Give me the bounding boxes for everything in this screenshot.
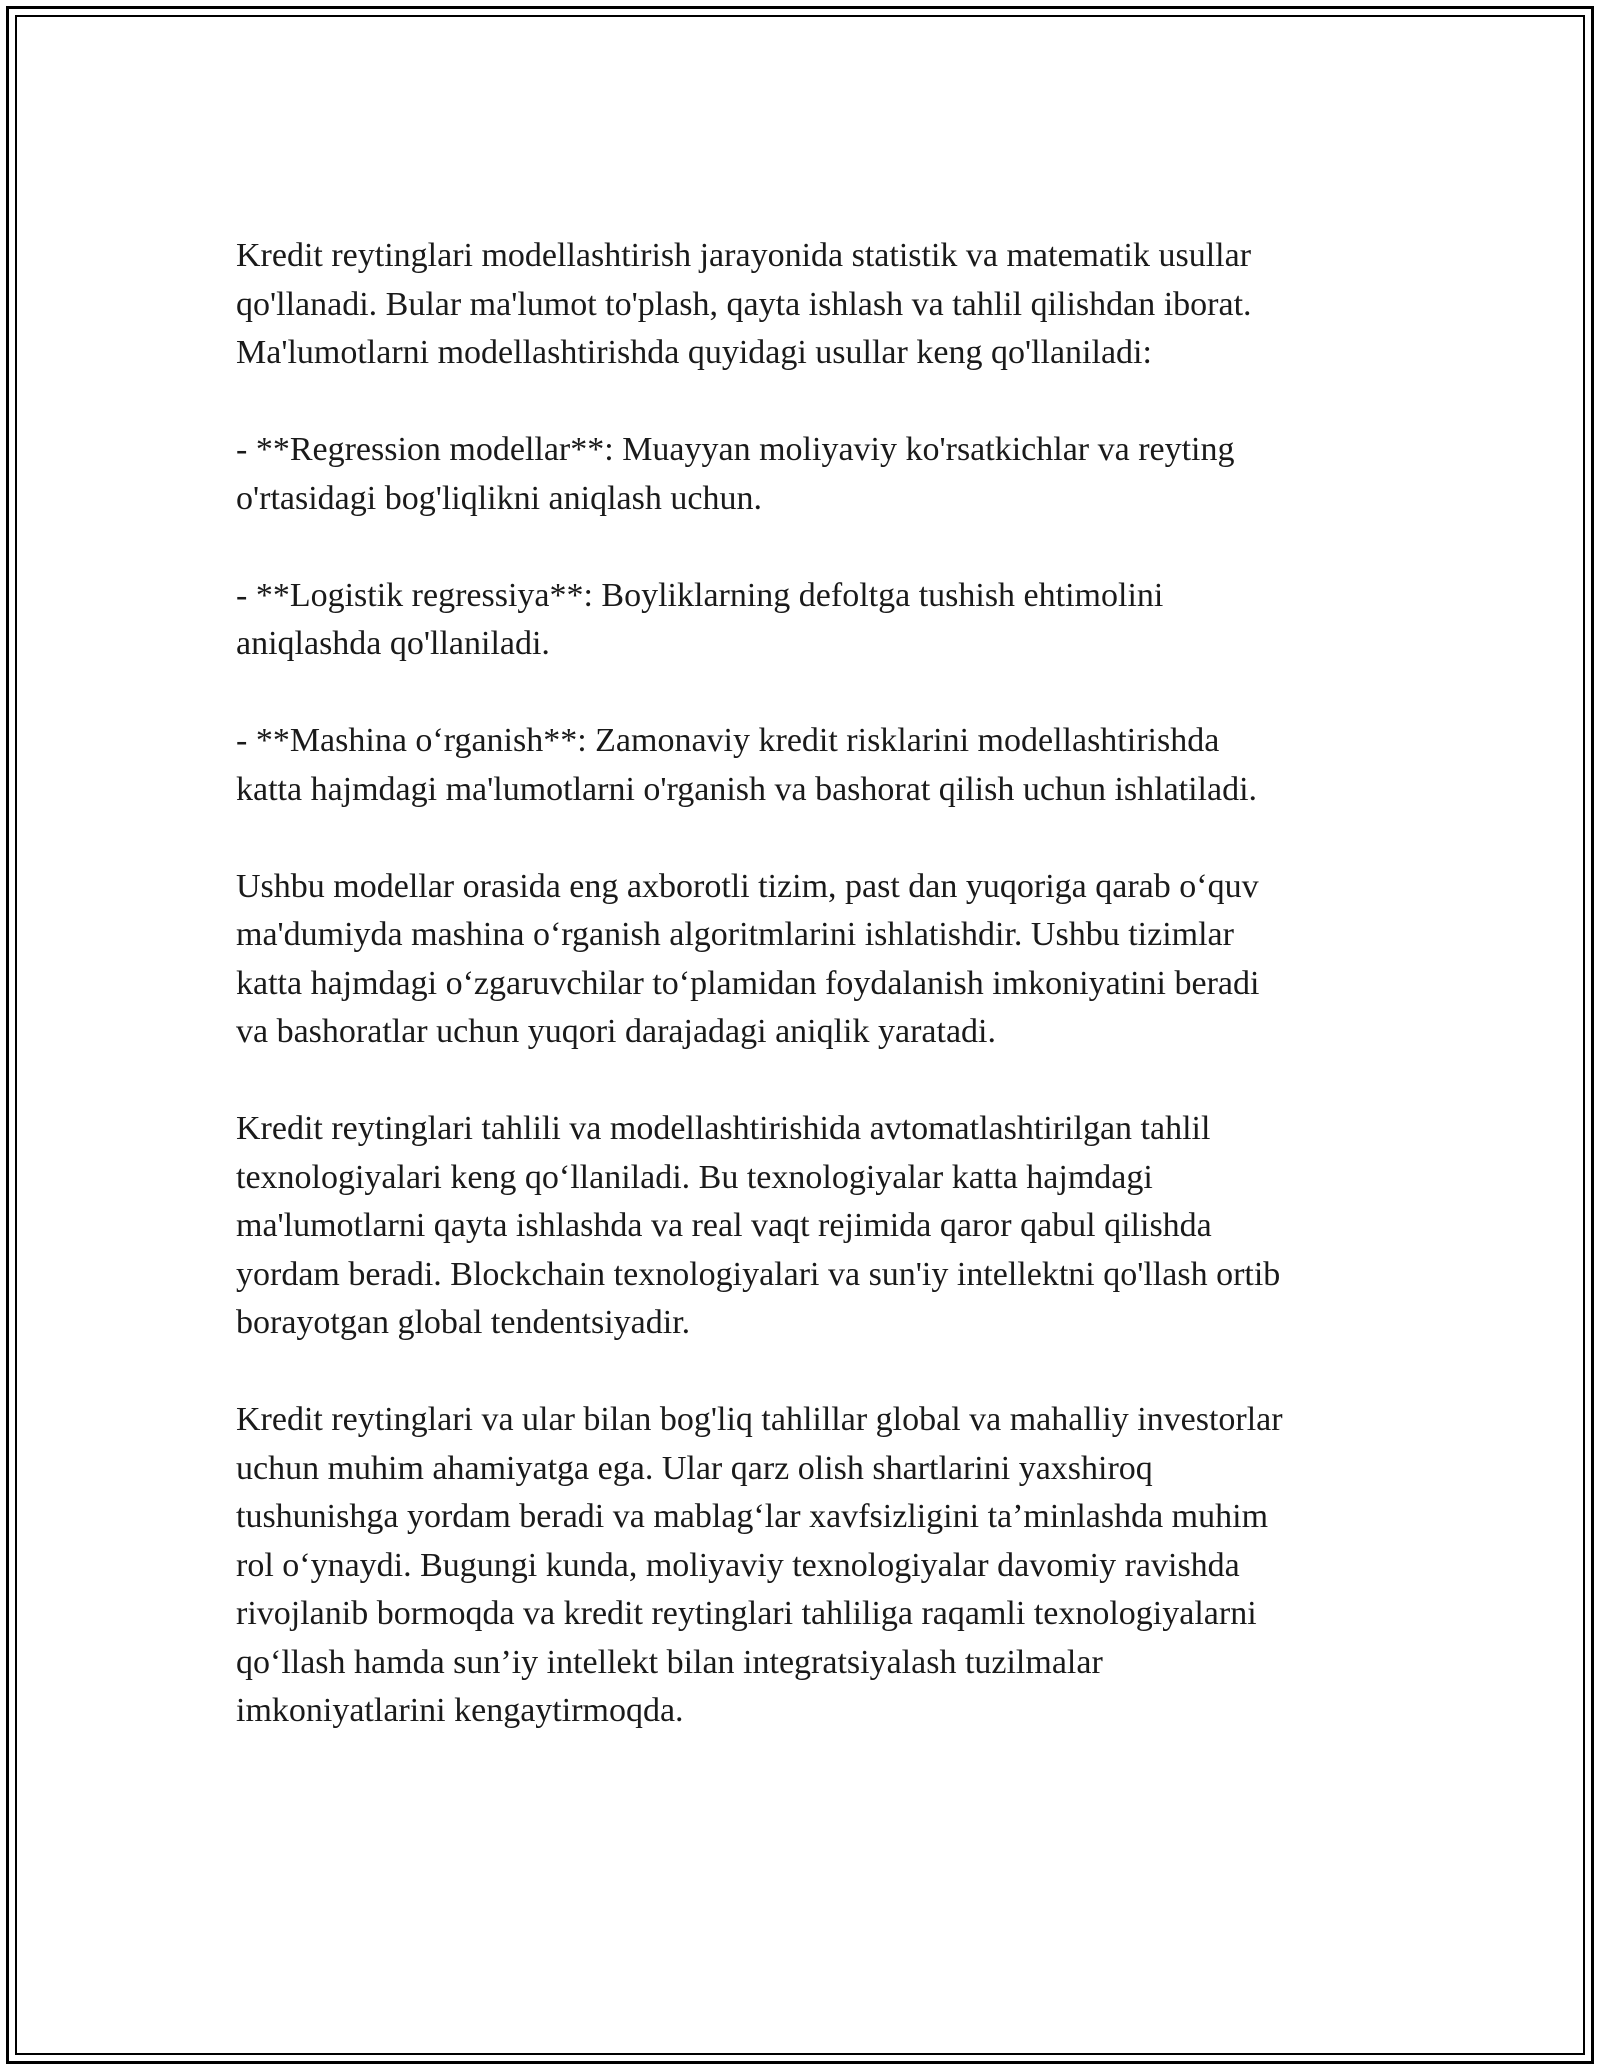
text-line: Ma'lumotlarni modellashtirishda quyidagi usullar keng qo'llaniladi:	[236, 334, 1152, 371]
text-line: Kredit reytinglari va ular bilan bog'liq tahlillar global va mahalliy investorlar	[236, 1401, 1283, 1438]
text-line: rivojlanib bormoqda va kredit reytinglari tahliliga raqamli texnologiyalarni	[236, 1595, 1257, 1632]
text-line: qo'llanadi. Bular ma'lumot to'plash, qayta ishlash va tahlil qilishdan iborat.	[236, 285, 1252, 323]
text-line: - **Mashina o‘rganish**: Zamonaviy kredit risklarini modellashtirishda	[236, 722, 1220, 759]
paragraph-conclusion	[236, 1396, 1376, 1736]
text-line: ma'lumotlarni qayta ishlashda va real vaqt rejimida qaror qabul qilishda	[236, 1207, 1212, 1244]
text-line: texnologiyalari keng qo‘llaniladi. Bu texnologiyalar katta hajmdagi	[236, 1158, 1153, 1196]
text-line: va bashoratlar uchun yuqori darajadagi aniqlik yaratadi.	[236, 1013, 996, 1050]
text-line: aniqlashda qo'llaniladi.	[236, 625, 550, 662]
list-item-regression	[236, 426, 1376, 523]
text-line: - **Logistik regressiya**: Boyliklarning defoltga tushish ehtimolini	[236, 576, 1164, 614]
paragraph-technologies	[236, 1105, 1376, 1348]
list-item-logistic	[236, 572, 1376, 669]
text-line: tushunishga yordam beradi va mablag‘lar xavfsizligini ta’minlashda muhim	[236, 1498, 1269, 1535]
text-line: ma'dumiyda mashina o‘rganish algoritmlarini ishlatishdir. Ushbu tizimlar	[236, 916, 1234, 953]
paragraph-models	[236, 863, 1376, 1057]
document-body	[236, 232, 1376, 1736]
text-line: - **Regression modellar**: Muayyan moliyaviy ko'rsatkichlar va reyting	[236, 431, 1235, 468]
text-line: Kredit reytinglari modellashtirish jarayonida statistik va matematik usullar	[236, 237, 1252, 274]
text-line: katta hajmdagi ma'lumotlarni o'rganish va bashorat qilish uchun ishlatiladi.	[236, 770, 1258, 808]
text-line: rol o‘ynaydi. Bugungi kunda, moliyaviy texnologiyalar davomiy ravishda	[236, 1546, 1240, 1584]
paragraph-intro	[236, 232, 1376, 378]
text-line: katta hajmdagi o‘zgaruvchilar to‘plamidan foydalanish imkoniyatini beradi	[236, 964, 1260, 1002]
text-line: yordam beradi. Blockchain texnologiyalari va sun'iy intellektni qo'llash ortib	[236, 1255, 1281, 1293]
text-line: Kredit reytinglari tahlili va modellashtirishida avtomatlashtirilgan tahlil	[236, 1110, 1211, 1147]
text-line: Ushbu modellar orasida eng axborotli tizim, past dan yuqoriga qarab o‘quv	[236, 867, 1259, 905]
text-line: borayotgan global tendentsiyadir.	[236, 1304, 691, 1341]
text-line: uchun muhim ahamiyatga ega. Ular qarz olish shartlarini yaxshiroq	[236, 1449, 1153, 1487]
text-line: imkoniyatlarini kengaytirmoqda.	[236, 1692, 684, 1729]
text-line: o'rtasidagi bog'liqlikni aniqlash uchun.	[236, 479, 762, 517]
text-line: qo‘llash hamda sun’iy intellekt bilan integratsiyalash tuzilmalar	[236, 1643, 1103, 1681]
list-item-machine-learning	[236, 717, 1376, 814]
